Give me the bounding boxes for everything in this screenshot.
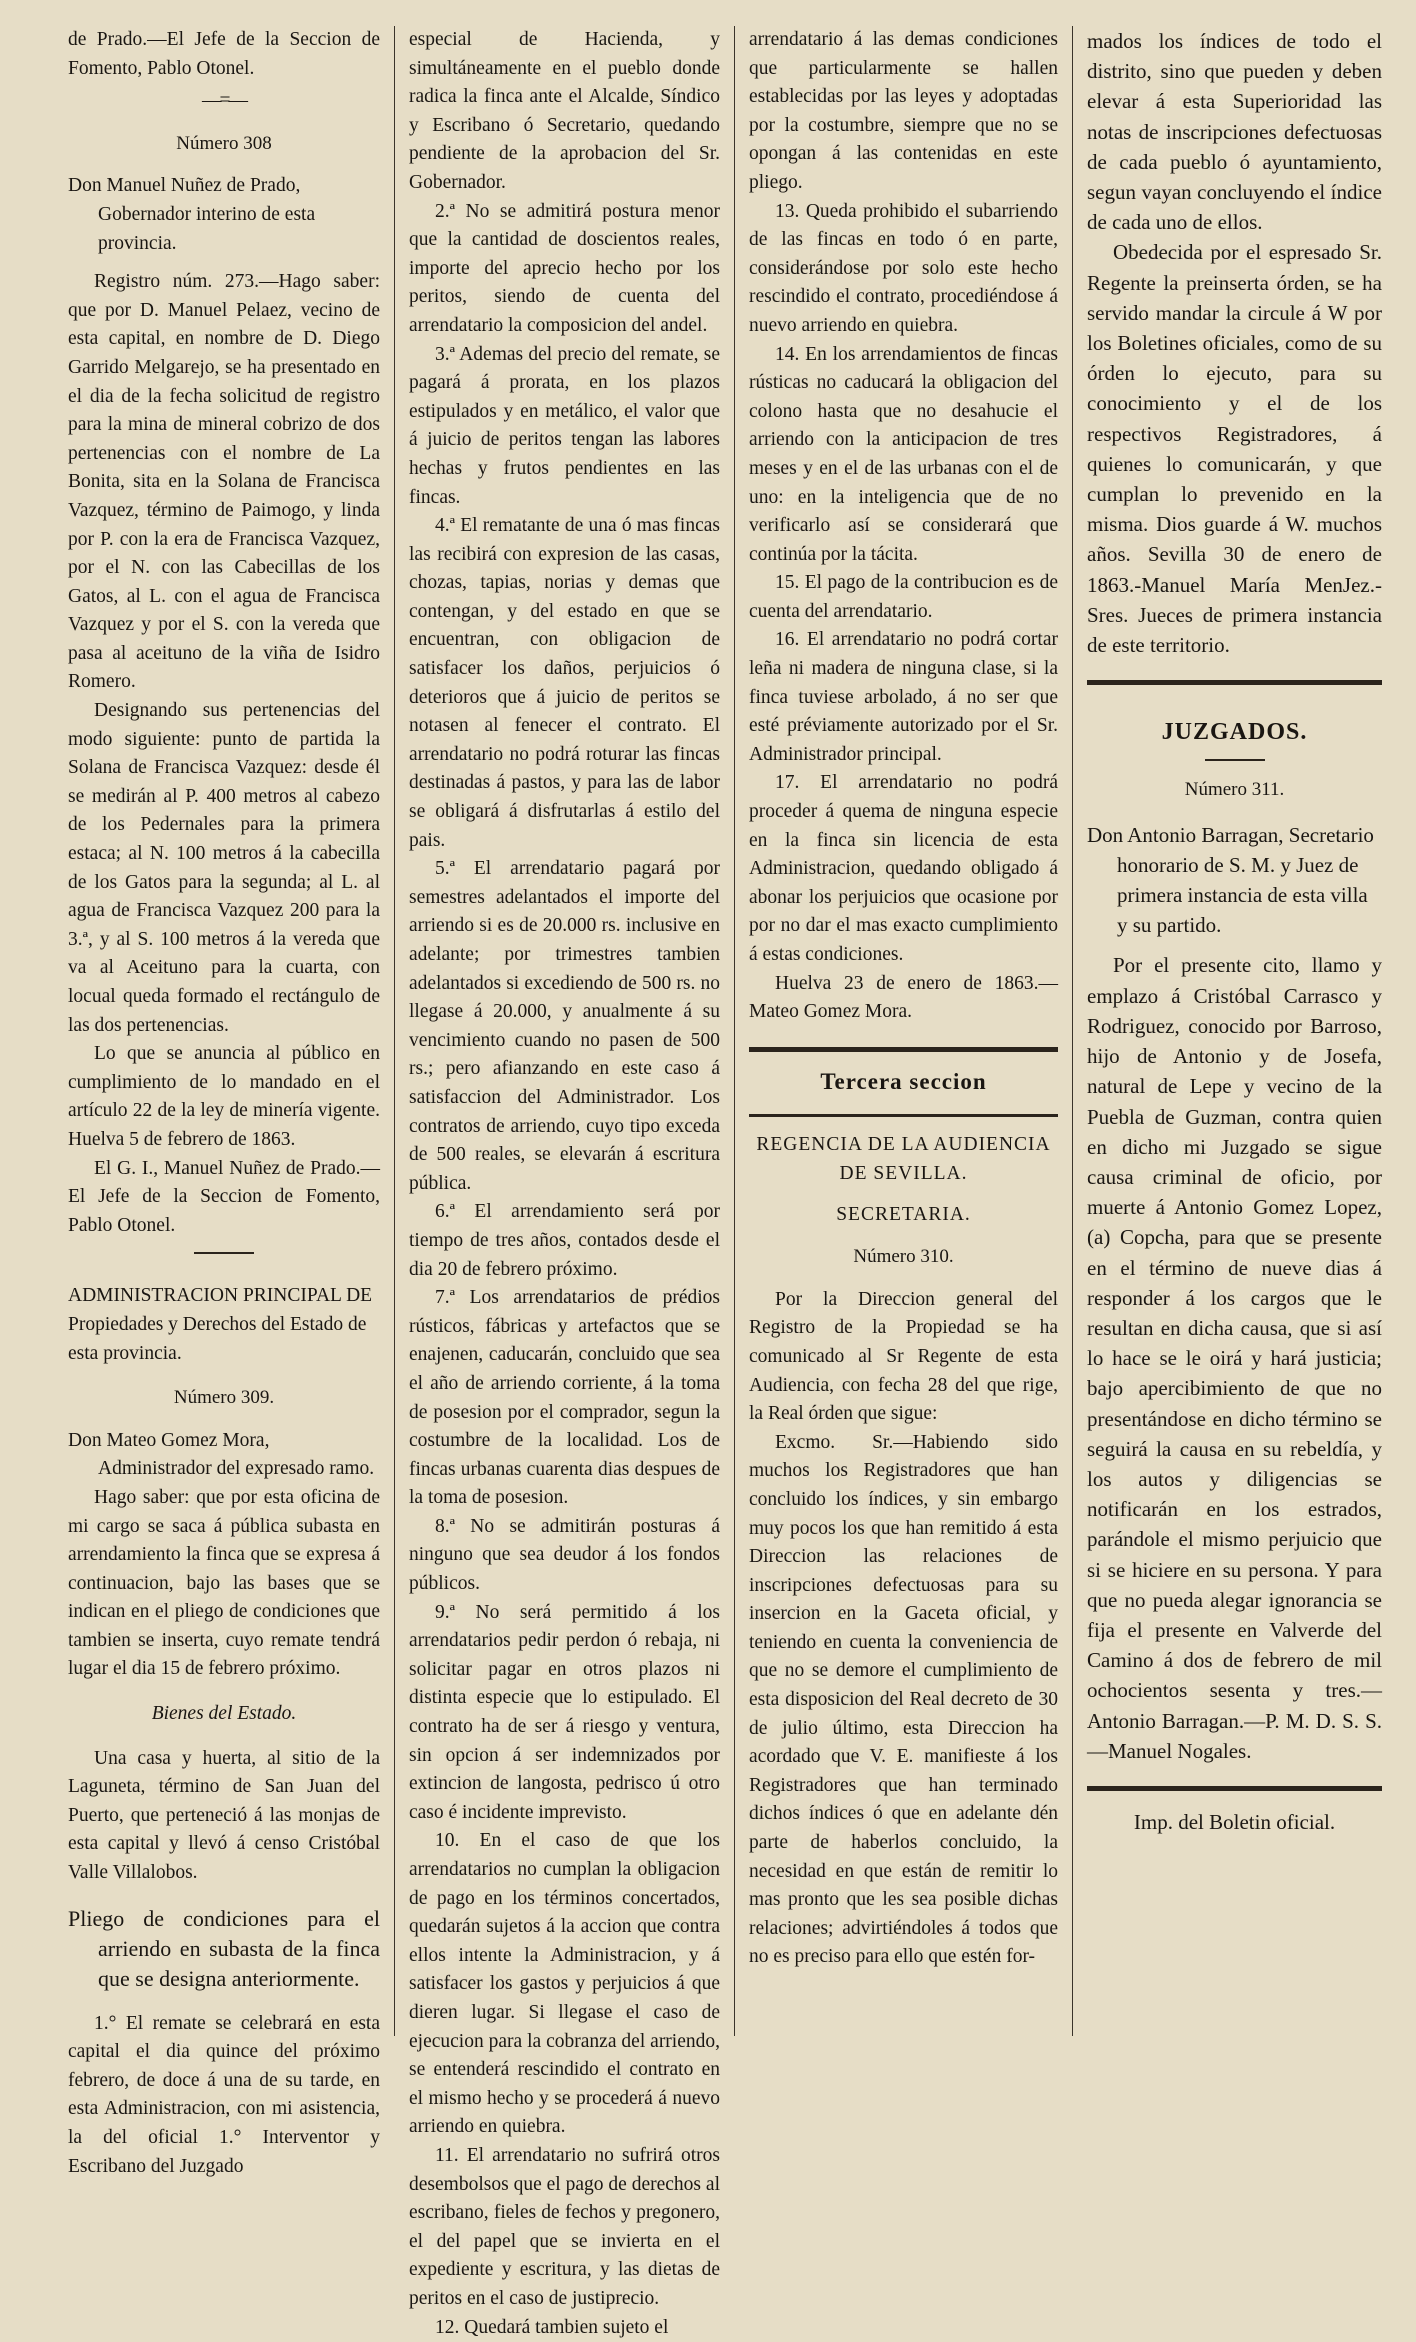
notice-number: Número 308 xyxy=(68,130,380,159)
paragraph: Obedecida por el espresado Sr. Regente la preinserta órden, se ha servido mandar la circule á W por los Boletines oficiales, como de su órden lo ejecuto, para su conocimiento y el de los respectivos Registradores, á quienes lo comunicarán, y que cumplan lo prevenido en la misma. Dios guarde á W. muchos años. Sevilla 30 de enero de 1863.-Manuel María MenJez.-Sres. Jueces de primera instancia de este territorio. xyxy=(1087,237,1382,660)
heading-text: Don Mateo Gomez Mora, Administrador del expresado ramo. xyxy=(68,1430,374,1480)
conditions-heading xyxy=(68,1904,380,1994)
notice-heading xyxy=(68,1427,380,1484)
paragraph: Una casa y huerta, al sitio de la Laguneta, término de San Juan del Puerto, que perteneció á las monjas de esta capital y llevó á censo Cristóbal Valle Villalobos. xyxy=(68,1745,380,1888)
paragraph: 6.ª El arrendamiento será por tiempo de tres años, contados desde el dia 20 de febrero próximo. xyxy=(409,1198,720,1284)
paragraph: Excmo. Sr.—Habiendo sido muchos los Registradores que han concluido los índices, y sin embargo muy pocos los que han remitido á esta Direccion las relaciones de inscripciones defectuosas para su insercion en la Gaceta oficial, y teniendo en cuenta la conveniencia de que no se demore el cumplimiento de esta disposicion del Real decreto de 30 de julio último, esta Direccion ha acordado que V. E. manifieste á los Registradores que han terminado dichos índices ó que en adelante dén parte de haberlos concluido, la necesidad en que están de remitir lo mas pronto que les sea posible dichas relaciones; advirtiéndoles á todos que no es preciso para ello que estén for- xyxy=(749,1429,1058,1972)
paragraph: 14. En los arrendamientos de fincas rústicas no caducará la obligacion del colono hasta que no desahucie el arriendo con la anticipacion de tres meses y en el de las urbanas con el de uno: en la inteligencia que de no verificarlo así se considerará que continúa por la tácita. xyxy=(749,341,1058,570)
institution-heading: REGENCIA DE LA AUDIENCIA DE SEVILLA. xyxy=(749,1131,1058,1188)
paragraph: arrendatario á las demas condiciones que particularmente se hallen establecidas por las leyes y adoptadas por la costumbre, siempre que no se opongan á las contenidas en este pliego. xyxy=(749,26,1058,198)
paragraph: Por la Direccion general del Registro de la Propiedad se ha comunicado al Sr Regente de esta Audiencia, con fecha 28 del que rige, la Real órden que sigue: xyxy=(749,1286,1058,1429)
section-title: Tercera seccion xyxy=(749,1068,1058,1097)
paragraph: 16. El arrendatario no podrá cortar leña ni madera de ninguna clase, si la finca tuviese arbolado, á no ser que esté préviamente autorizado por el Sr. Administrador principal. xyxy=(749,626,1058,769)
notice-number: Número 309. xyxy=(68,1384,380,1413)
paragraph: 13. Queda prohibido el subarriendo de las fincas en todo ó en parte, considerándose por solo este hecho rescindido el contrato, procediéndose á nuevo arriendo en quiebra. xyxy=(749,198,1058,341)
divider xyxy=(1205,759,1265,761)
paragraph: El G. I., Manuel Nuñez de Prado.—El Jefe de la Seccion de Fomento, Pablo Otonel. xyxy=(68,1155,380,1241)
section-title: JUZGADOS. xyxy=(1087,717,1382,747)
column-1 xyxy=(56,26,394,2036)
paragraph: Huelva 23 de enero de 1863.—Mateo Gomez Mora. xyxy=(749,970,1058,1027)
paragraph: 12. Quedará tambien sujeto el xyxy=(409,2314,720,2342)
separator: —=— xyxy=(68,87,380,116)
notice-number: Número 310. xyxy=(749,1243,1058,1272)
paragraph: Designando sus pertenencias del modo siguiente: punto de partida la Solana de Francisca Vazquez: desde él se medirán al P. 400 metros al cabezo de los Pedernales para la primera estaca; al N. 100 metros á la cabecilla de los Gatos para la segunda; al L. al agua de Francisca Vazquez 200 para la 3.ª, y al S. 100 metros á la vereda que va al Aceituno para la cuarta, con locual queda formado el rectángulo de las dos pertenencias. xyxy=(68,697,380,1040)
paragraph: 9.ª No será permitido á los arrendatarios pedir perdon ó rebaja, ni solicitar pagar en otros plazos ni distinta especie que lo estipulado. El contrato ha de ser á riesgo y ventura, sin opcion á ser indemnizados por extincion de langosta, pedrisco ú otro caso é incidente imprevisto. xyxy=(409,1599,720,1828)
notice-heading xyxy=(68,172,380,258)
paragraph: 10. En el caso de que los arrendatarios no cumplan la obligacion de pago en los términos concertados, quedarán sujetos á la accion que contra ellos intente la Administracion, y á satisfacer los gastos y perjuicios á que dieren lugar. Si llegase el caso de ejecucion para la cobranza del arriendo, se entenderá rescindido el contrato en el mismo hecho y se procederá á nuevo arriendo en quiebra. xyxy=(409,1827,720,2142)
paragraph: 1.° El remate se celebrará en esta capital el dia quince del próximo febrero, de doce á una de su tarde, en esta Administracion, con mi asistencia, la del oficial 1.° Interventor y Escribano del Juzgado xyxy=(68,2010,380,2182)
paragraph: Hago saber: que por esta oficina de mi cargo se saca á pública subasta en arrendamiento la finca que se expresa á continuacion, bajo las bases que se indican en el pliego de condiciones que tambien se inserta, cuyo remate tendrá lugar el dia 15 de febrero próximo. xyxy=(68,1484,380,1684)
divider xyxy=(749,1047,1058,1052)
heading-text: Don Antonio Barragan, Secretario honorario de S. M. y Juez de primera instancia de esta villa y su partido. xyxy=(1087,823,1374,938)
office-heading: SECRETARIA. xyxy=(749,1201,1058,1230)
paragraph: 5.ª El arrendatario pagará por semestres adelantados el importe del arriendo si es de 20.000 rs. inclusive en adelante; por trimestres tambien adelantados si excediendo de 500 rs. no llegase á 20.000, y anualmente á su vencimiento cuando no pasen de 500 rs.; pero afianzando en este caso á satisfaccion del Administrador. Los contratos de arriendo, cuyo tipo exceda de 500 reales, se elevarán á escritura pública. xyxy=(409,855,720,1198)
printer-footer: Imp. del Boletin oficial. xyxy=(1087,1807,1382,1837)
paragraph: Registro núm. 273.—Hago saber: que por D. Manuel Pelaez, vecino de esta capital, en nombre de D. Diego Garrido Melgarejo, se ha presentado en el dia de la fecha solicitud de registro para la mina de mineral cobrizo de dos pertenencias con el nombre de La Bonita, sita en la Solana de Francisca Vazquez, término de Paimogo, y linda por P. con la era de Francisca Vazquez, por el N. con las Cabecillas de los Gatos, al L. con el agua de Francisca Vazquez y por el S. con la vereda que pasa al aceituno de la viña de Isidro Romero. xyxy=(68,268,380,697)
paragraph: mados los índices de todo el distrito, sino que pueden y deben elevar á esta Superioridad las notas de inscripciones defectuosas de cada pueblo ó ayuntamiento, segun vayan concluyendo el índice de cada uno de ellos. xyxy=(1087,26,1382,237)
paragraph: 2.ª No se admitirá postura menor que la cantidad de doscientos reales, importe del aprecio hecho por los peritos, siendo de cuenta del arrendatario la composicion del andel. xyxy=(409,198,720,341)
heading-text: Pliego de condiciones para el arriendo en subasta de la finca que se designa anteriormente. xyxy=(68,1906,380,1991)
paragraph: 15. El pago de la contribucion es de cuenta del arrendatario. xyxy=(749,569,1058,626)
notice-heading xyxy=(1087,820,1382,941)
divider xyxy=(1087,1786,1382,1791)
paragraph: 11. El arrendatario no sufrirá otros desembolsos que el pago de derechos al escribano, fieles de fechos y pregonero, el del papel que se invierta en el expediente y escritura, y las dietas de peritos en el caso de justiprecio. xyxy=(409,2142,720,2314)
paragraph: 7.ª Los arrendatarios de prédios rústicos, fábricas y artefactos que se enajenen, caducarán, concluido que sea el año de arriendo corriente, á la toma de posesion por el comprador, segun la costumbre de la localidad. Los de fincas urbanas cuarenta dias despues de la toma de posesion. xyxy=(409,1284,720,1513)
paragraph: 4.ª El rematante de una ó mas fincas las recibirá con expresion de las casas, chozas, tapias, norias y demas que contengan, y del estado en que se encuentran, con obligacion de satisfacer los daños, perjuicios ó deterioros que á juicio de peritos se notasen al fenecer el contrato. El arrendatario no podrá roturar las fincas destinadas á pastos, y para las de labor se obligará á disfrutarlas á estilo del pais. xyxy=(409,512,720,855)
section-heading: ADMINISTRACION PRINCIPAL DE Propiedades y Derechos del Estado de esta provincia. xyxy=(68,1282,380,1368)
subheading: Bienes del Estado. xyxy=(68,1700,380,1729)
paragraph: 3.ª Ademas del precio del remate, se pagará á prorata, en los plazos estipulados y en metálico, el valor que á juicio de peritos tengan las labores hechas y frutos pendientes en las fincas. xyxy=(409,341,720,513)
divider xyxy=(1087,680,1382,685)
notice-number: Número 311. xyxy=(1087,775,1382,805)
paragraph: Lo que se anuncia al público en cumplimiento de lo mandado en el artículo 22 de la ley de minería vigente. Huelva 5 de febrero de 1863. xyxy=(68,1040,380,1154)
column-4 xyxy=(1072,26,1396,2036)
paragraph: de Prado.—El Jefe de la Seccion de Fomento, Pablo Otonel. xyxy=(68,26,380,83)
column-3 xyxy=(734,26,1072,2036)
heading-text: Don Manuel Nuñez de Prado, Gobernador interino de esta provincia. xyxy=(68,175,315,253)
column-2 xyxy=(394,26,734,2036)
paragraph: especial de Hacienda, y simultáneamente en el pueblo donde radica la finca ante el Alcalde, Síndico y Escribano ó Secretario, quedando pendiente de la aprobacion del Sr. Gobernador. xyxy=(409,26,720,198)
paragraph: Por el presente cito, llamo y emplazo á Cristóbal Carrasco y Rodriguez, conocido por Barroso, hijo de Antonio y de Josefa, natural de Lepe y vecino de la Puebla de Guzman, contra quien en dicho mi Juzgado se sigue causa criminal de oficio, por muerte á Antonio Gomez Lopez, (a) Copcha, para que se presente en el término de nueve dias á responder á los cargos que le resultan en dicha causa, que si así lo hace se le oirá y hará justicia; bajo apercibimiento de que no presentándose en dicho término se seguirá la causa en su rebeldía, y los autos y diligencias se notificarán en los estrados, parándole el mismo perjuicio que si se hiciere en su persona. Y para que no pueda alegar ignorancia se fija el presente en Valverde del Camino á dos de febrero de mil ochocientos sesenta y tres.—Antonio Barragan.—P. M. D. S. S.—Manuel Nogales. xyxy=(1087,950,1382,1765)
paragraph: 8.ª No se admitirán posturas á ninguno que sea deudor á los fondos públicos. xyxy=(409,1513,720,1599)
paragraph: 17. El arrendatario no podrá proceder á quema de ninguna especie en la finca sin licencia de esta Administracion, quedando obligado á abonar los perjuicios que ocasione por por no dar el mas exacto cumplimiento á estas condiciones. xyxy=(749,769,1058,969)
divider xyxy=(749,1114,1058,1117)
divider xyxy=(194,1252,254,1254)
